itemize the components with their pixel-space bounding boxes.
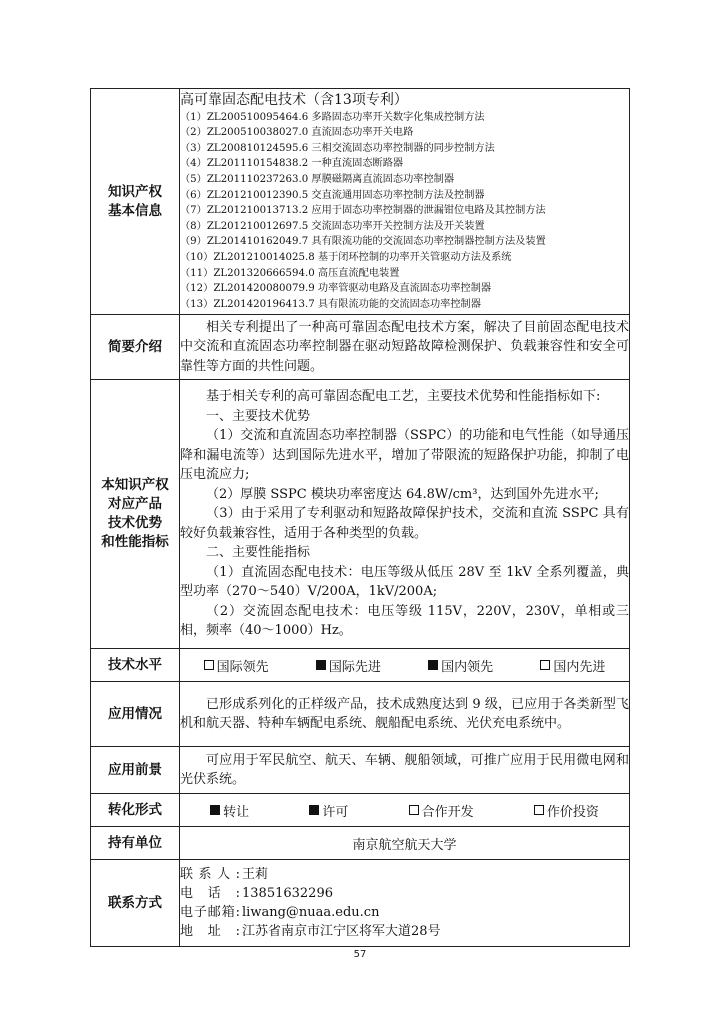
- tech-level-option[interactable]: [204, 656, 269, 675]
- row-contact: [91, 860, 630, 947]
- label-line: 对应产品: [108, 496, 162, 512]
- option-label: 国内领先: [441, 659, 494, 675]
- label-line: 基本信息: [108, 202, 162, 219]
- label-line: 技术优势: [108, 515, 162, 531]
- transfer-content: [180, 794, 630, 827]
- holder-value: 南京航空航天大学: [180, 827, 630, 860]
- row-tech-level: [91, 649, 630, 682]
- tech-level-option[interactable]: [540, 656, 605, 675]
- option-label: 国际先进: [328, 659, 381, 675]
- option-label: 许可: [322, 804, 349, 820]
- advantages-content: [180, 380, 630, 649]
- advantages-label: [91, 476, 179, 552]
- tech-level-option[interactable]: [428, 656, 493, 675]
- unchecked-box-icon[interactable]: [540, 660, 550, 670]
- label-contact: 联系方式: [91, 860, 180, 947]
- option-label: 国内先进: [553, 659, 606, 675]
- tech-level-option[interactable]: [316, 656, 381, 675]
- unchecked-box-icon[interactable]: [534, 805, 544, 815]
- prospect-content: [180, 747, 630, 794]
- row-ip-info: [91, 89, 630, 315]
- row-intro: [91, 315, 630, 380]
- label-prospect: 应用前景: [91, 747, 180, 794]
- application-text: 已形成系列化的正样级产品，技术成熟度达到 9 级，已应用于各类新型飞机和航天器、特种车辆配电系统、舰船配电系统、光伏充电系统中。: [180, 696, 629, 731]
- intro-text: 相关专利提出了一种高可靠固态配电技术方案，解决了目前固态配电技术中交流和直流固态功率控制器在驱动短路故障检测保护、负载兼容性和安全可靠性等方面的共性问题。: [180, 319, 629, 374]
- transfer-option[interactable]: [210, 801, 249, 820]
- row-prospect: [91, 747, 630, 794]
- label-ip-info: [91, 89, 180, 315]
- contact-row: [180, 922, 629, 941]
- page-number: 57: [353, 949, 367, 960]
- application-content: [180, 682, 630, 747]
- checked-box-icon[interactable]: [428, 660, 438, 670]
- option-label: 合作开发: [421, 804, 474, 820]
- patent-list: [180, 110, 629, 313]
- patent-item: （12）ZL201420080079.9 功率管驱动电路及直流固态功率控制器: [180, 283, 492, 295]
- advantage-paragraph: 基于相关专利的高可靠固态配电工艺，主要技术优势和性能指标如下:: [206, 389, 601, 405]
- transfer-option[interactable]: [534, 801, 599, 820]
- label-transfer: 转化形式: [91, 794, 180, 827]
- tech-level-content: [180, 649, 630, 682]
- transfer-options: [180, 801, 629, 820]
- label-application: 应用情况: [91, 682, 180, 747]
- contact-value: liwang@nuaa.edu.cn: [242, 905, 380, 920]
- patent-item: （5）ZL201110237263.0 厚膜磁隔离直流固态功率控制器: [180, 174, 455, 186]
- ip-title: 高可靠固态配电技术（含13项专利）: [180, 91, 408, 108]
- patent-item: （13）ZL201420196413.7 具有限流功能的交流固态功率控制器: [180, 298, 481, 310]
- row-application: [91, 682, 630, 747]
- info-table: [90, 88, 630, 947]
- contact-key: 电话:: [180, 886, 240, 901]
- option-label: 转让: [223, 804, 250, 820]
- patent-item: （9）ZL201410162049.7 具有限流功能的交流固态功率控制器控制方法及装置: [180, 236, 546, 248]
- advantage-paragraph: （1）直流固态配电技术：电压等级从低压 28V 至 1kV 全系列覆盖，典型功率（270～540）V/200A，1kV/200A;: [180, 564, 629, 600]
- unchecked-box-icon[interactable]: [409, 805, 419, 815]
- contact-content: [180, 860, 630, 947]
- label-line: 本知识产权: [101, 477, 169, 493]
- contact-value: 江苏省南京市江宁区将军大道28号: [242, 924, 441, 939]
- contact-row: [180, 884, 629, 903]
- row-transfer: [91, 794, 630, 827]
- label-tech-level: 技术水平: [91, 649, 180, 682]
- transfer-option[interactable]: [409, 801, 474, 820]
- contact-value: 王莉: [242, 867, 269, 882]
- prospect-text: 可应用于军民航空、航天、车辆、舰船领域，可推广应用于民用微电网和光伏系统。: [180, 752, 629, 787]
- contact-value: 13851632296: [242, 886, 333, 901]
- option-label: 国际领先: [216, 659, 269, 675]
- contact-row: [180, 903, 629, 922]
- advantages-paragraphs: [180, 387, 629, 641]
- contact-rows: [180, 865, 629, 941]
- row-advantages: [91, 380, 630, 649]
- patent-item: （8）ZL201210012697.5 交流固态功率开关控制方法及开关装置: [180, 220, 485, 232]
- advantage-paragraph: （2）厚膜 SSPC 模块功率密度达 64.8W/cm³，达到国外先进水平;: [206, 486, 599, 502]
- transfer-option[interactable]: [309, 801, 348, 820]
- checked-box-icon[interactable]: [210, 805, 220, 815]
- contact-row: [180, 865, 629, 884]
- contact-key: 联系人:: [180, 867, 240, 882]
- label-holder: 持有单位: [91, 827, 180, 860]
- advantage-paragraph: 二、主要性能指标: [206, 545, 311, 561]
- advantage-paragraph: （1）交流和直流固态功率控制器（SSPC）的功能和电气性能（如导通压降和漏电流等）达到国际先进水平，增加了带限流的短路保护功能，抑制了电压电流应力;: [180, 428, 629, 483]
- tech-level-options: [180, 656, 629, 675]
- advantage-paragraph: 一、主要技术优势: [206, 408, 311, 424]
- patent-item: （1）ZL200510095464.6 多路固态功率开关数字化集成控制方法: [180, 111, 485, 123]
- label-intro: 简要介绍: [91, 315, 180, 380]
- advantage-paragraph: （2）交流固态配电技术：电压等级 115V，220V，230V，单相或三相，频率（40～1000）Hz。: [180, 603, 629, 639]
- patent-item: （11）ZL201320666594.0 高压直流配电装置: [180, 267, 400, 279]
- patent-item: （10）ZL201210014025.8 基于闭环控制的功率开关管驱动方法及系统: [180, 251, 512, 263]
- advantage-paragraph: （3）由于采用了专利驱动和短路故障保护技术，交流和直流 SSPC 具有较好负载兼容性，适用于各种类型的负载。: [180, 506, 629, 541]
- patent-item: （3）ZL200810124595.6 三相交流固态功率控制器的同步控制方法: [180, 142, 495, 154]
- option-label: 作价投资: [546, 804, 599, 820]
- intro-content: [180, 315, 630, 380]
- patent-item: （4）ZL201110154838.2 一种直流固态断路器: [180, 158, 404, 170]
- label-line: 和性能指标: [101, 534, 169, 550]
- patent-item: （7）ZL201210013713.2 应用于固态功率控制器的泄漏钳位电路及其控制方法: [180, 205, 546, 217]
- unchecked-box-icon[interactable]: [204, 660, 214, 670]
- patent-item: （6）ZL201210012390.5 交直流通用固态功率控制方法及控制器: [180, 189, 485, 201]
- patent-item: （2）ZL200510038027.0 直流固态功率开关电路: [180, 127, 414, 139]
- checked-box-icon[interactable]: [316, 660, 326, 670]
- contact-key: 地址:: [180, 924, 240, 939]
- ip-info-content: [180, 89, 630, 315]
- row-holder: [91, 827, 630, 860]
- contact-key: 电子邮箱:: [180, 905, 240, 920]
- label-line: 知识产权: [108, 183, 162, 200]
- label-advantages: [91, 380, 180, 649]
- checked-box-icon[interactable]: [309, 805, 319, 815]
